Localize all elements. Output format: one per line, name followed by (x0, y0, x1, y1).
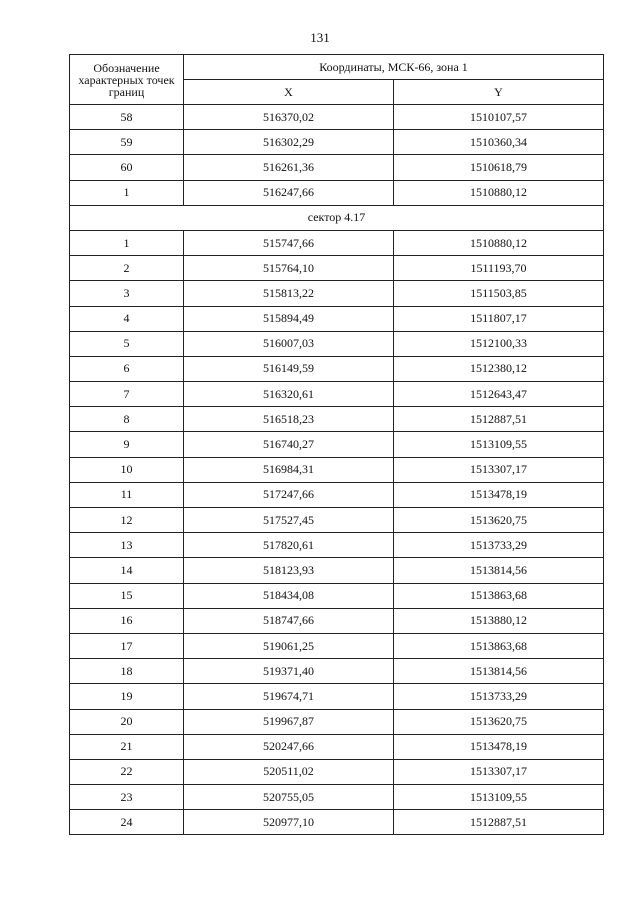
table-row (70, 130, 604, 155)
point-cell: 59 (70, 130, 184, 155)
table-row (70, 155, 604, 180)
y-cell: 1513109,55 (394, 785, 604, 810)
point-cell: 14 (70, 558, 184, 583)
header-y: Y (394, 80, 604, 105)
point-cell: 10 (70, 457, 184, 482)
y-cell: 1513307,17 (394, 457, 604, 482)
y-cell: 1513478,19 (394, 482, 604, 507)
y-cell: 1513814,56 (394, 558, 604, 583)
y-cell: 1512643,47 (394, 382, 604, 407)
table-row (70, 180, 604, 205)
x-cell: 520247,66 (184, 734, 394, 759)
table-row (70, 331, 604, 356)
point-cell: 18 (70, 659, 184, 684)
x-cell: 517527,45 (184, 508, 394, 533)
x-cell: 518123,93 (184, 558, 394, 583)
x-cell: 516302,29 (184, 130, 394, 155)
x-cell: 520977,10 (184, 810, 394, 835)
table-row (70, 709, 604, 734)
point-cell: 12 (70, 508, 184, 533)
point-cell: 9 (70, 432, 184, 457)
point-cell: 11 (70, 482, 184, 507)
point-cell: 3 (70, 281, 184, 306)
x-cell: 515813,22 (184, 281, 394, 306)
table-row (70, 785, 604, 810)
point-cell: 1 (70, 180, 184, 205)
table-row (70, 608, 604, 633)
table-row (70, 230, 604, 255)
table-row (70, 356, 604, 381)
table-row (70, 533, 604, 558)
y-cell: 1513863,68 (394, 633, 604, 658)
page-number: 131 (310, 30, 330, 45)
table-row (70, 482, 604, 507)
y-cell: 1510880,12 (394, 180, 604, 205)
y-cell: 1513620,75 (394, 709, 604, 734)
x-cell: 515747,66 (184, 230, 394, 255)
point-cell: 16 (70, 608, 184, 633)
table-row (70, 281, 604, 306)
section-block (70, 205, 604, 230)
table-row (70, 684, 604, 709)
y-cell: 1511193,70 (394, 256, 604, 281)
x-cell: 517247,66 (184, 482, 394, 507)
x-cell: 516320,61 (184, 382, 394, 407)
point-cell: 5 (70, 331, 184, 356)
y-cell: 1513478,19 (394, 734, 604, 759)
point-cell: 60 (70, 155, 184, 180)
point-cell: 7 (70, 382, 184, 407)
point-cell: 24 (70, 810, 184, 835)
x-cell: 516370,02 (184, 105, 394, 130)
table-row (70, 105, 604, 130)
rows-after-section (70, 230, 604, 835)
table-row (70, 810, 604, 835)
table-row (70, 759, 604, 784)
x-cell: 518434,08 (184, 583, 394, 608)
table-row (70, 583, 604, 608)
y-cell: 1511807,17 (394, 306, 604, 331)
point-cell: 23 (70, 785, 184, 810)
section-title: сектор 4.17 (70, 205, 604, 230)
y-cell: 1513109,55 (394, 432, 604, 457)
x-cell: 519371,40 (184, 659, 394, 684)
y-cell: 1513620,75 (394, 508, 604, 533)
x-cell: 519061,25 (184, 633, 394, 658)
table-row (70, 734, 604, 759)
y-cell: 1510360,34 (394, 130, 604, 155)
coordinates-table (69, 54, 604, 835)
y-cell: 1513880,12 (394, 608, 604, 633)
y-cell: 1513814,56 (394, 659, 604, 684)
x-cell: 515894,49 (184, 306, 394, 331)
table-row (70, 558, 604, 583)
x-cell: 516740,27 (184, 432, 394, 457)
y-cell: 1511503,85 (394, 281, 604, 306)
table-row (70, 382, 604, 407)
table-row (70, 633, 604, 658)
x-cell: 518747,66 (184, 608, 394, 633)
x-cell: 519674,71 (184, 684, 394, 709)
point-cell: 4 (70, 306, 184, 331)
x-cell: 515764,10 (184, 256, 394, 281)
table-row (70, 256, 604, 281)
point-cell: 13 (70, 533, 184, 558)
x-cell: 516518,23 (184, 407, 394, 432)
rows-before-section (70, 105, 604, 206)
x-cell: 520511,02 (184, 759, 394, 784)
x-cell: 516149,59 (184, 356, 394, 381)
table-row (70, 306, 604, 331)
y-cell: 1513863,68 (394, 583, 604, 608)
x-cell: 516261,36 (184, 155, 394, 180)
point-cell: 17 (70, 633, 184, 658)
section-row (70, 205, 604, 230)
x-cell: 516247,66 (184, 180, 394, 205)
point-cell: 20 (70, 709, 184, 734)
table-row (70, 432, 604, 457)
y-cell: 1510107,57 (394, 105, 604, 130)
point-cell: 1 (70, 230, 184, 255)
table-row (70, 457, 604, 482)
point-cell: 19 (70, 684, 184, 709)
x-cell: 520755,05 (184, 785, 394, 810)
point-cell: 6 (70, 356, 184, 381)
table-row (70, 659, 604, 684)
point-cell: 22 (70, 759, 184, 784)
x-cell: 519967,87 (184, 709, 394, 734)
table-row (70, 407, 604, 432)
y-cell: 1512100,33 (394, 331, 604, 356)
x-cell: 517820,61 (184, 533, 394, 558)
y-cell: 1512887,51 (394, 407, 604, 432)
y-cell: 1510618,79 (394, 155, 604, 180)
y-cell: 1512887,51 (394, 810, 604, 835)
y-cell: 1513733,29 (394, 684, 604, 709)
header-coords-title: Координаты, МСК-66, зона 1 (184, 55, 604, 80)
point-cell: 21 (70, 734, 184, 759)
y-cell: 1512380,12 (394, 356, 604, 381)
y-cell: 1510880,12 (394, 230, 604, 255)
table-header (70, 55, 604, 105)
point-cell: 15 (70, 583, 184, 608)
point-cell: 58 (70, 105, 184, 130)
point-cell: 2 (70, 256, 184, 281)
header-designation: Обозначение характерных точек границ (70, 55, 184, 105)
y-cell: 1513307,17 (394, 759, 604, 784)
x-cell: 516984,31 (184, 457, 394, 482)
table-row (70, 508, 604, 533)
header-x: X (184, 80, 394, 105)
x-cell: 516007,03 (184, 331, 394, 356)
point-cell: 8 (70, 407, 184, 432)
y-cell: 1513733,29 (394, 533, 604, 558)
